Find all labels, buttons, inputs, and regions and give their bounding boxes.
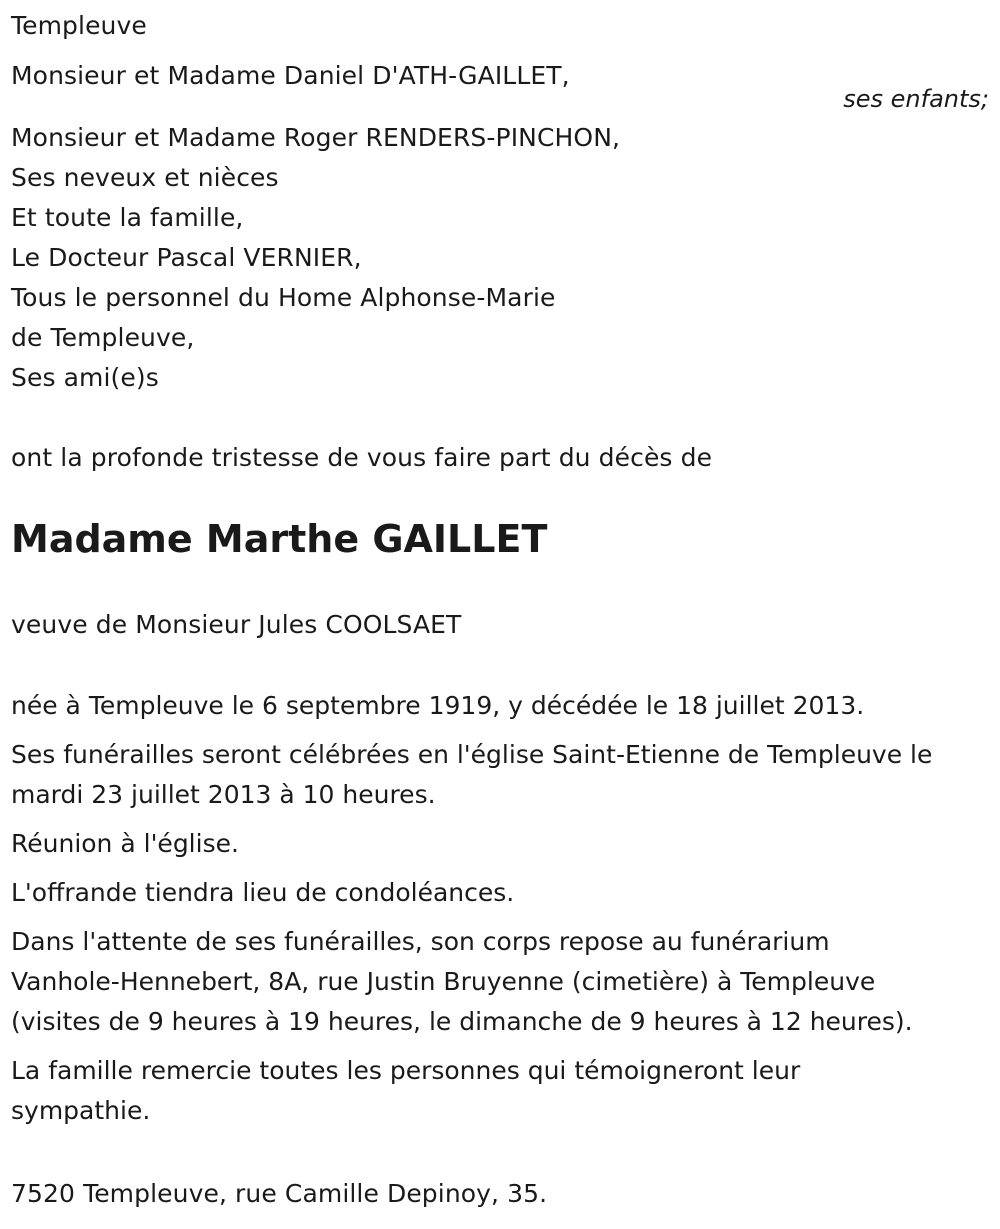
family-member-line: Ses ami(e)s — [11, 363, 159, 392]
address-line: 7520 Templeuve, rue Camille Depinoy, 35. — [11, 1179, 548, 1208]
family-member-line: Monsieur et Madame Daniel D'ATH-GAILLET, — [11, 61, 570, 90]
family-member-line: Monsieur et Madame Roger RENDERS-PINCHON, — [11, 123, 621, 152]
funerarium-paragraph: Dans l'attente de ses funérailles, son corps repose au funérarium Vanhole-Hennebert, 8A, rue Justin Bruyenne (cimetière) à Templeuve (visites de 9 heures à 19 heures, le dimanche de 9 heures à 12 heures). — [11, 927, 913, 1036]
thanks-paragraph: La famille remercie toutes les personnes qui témoigneront leur sympathie. — [11, 1056, 801, 1125]
offering-paragraph: L'offrande tiendra lieu de condoléances. — [11, 878, 515, 907]
family-list — [11, 118, 620, 398]
meeting-paragraph: Réunion à l'église. — [11, 829, 239, 858]
funeral-paragraph: Ses funérailles seront célébrées en l'église Saint-Etienne de Templeuve le mardi 23 juillet 2013 à 10 heures. — [11, 740, 933, 809]
family-member-line: Le Docteur Pascal VERNIER, — [11, 243, 362, 272]
birth-death-paragraph: née à Templeuve le 6 septembre 1919, y décédée le 18 juillet 2013. — [11, 691, 865, 720]
place-heading: Templeuve — [11, 11, 147, 40]
family-member-line: Ses neveux et nièces — [11, 163, 279, 192]
family-member-line: Et toute la famille, — [11, 203, 244, 232]
family-member-line: de Templeuve, — [11, 323, 195, 352]
widow-of-text: veuve de Monsieur Jules COOLSAET — [11, 610, 462, 639]
notice-body — [11, 686, 993, 1140]
announcement-text: ont la profonde tristesse de vous faire part du décès de — [11, 443, 713, 472]
family-member-line: Tous le personnel du Home Alphonse-Marie — [11, 283, 556, 312]
children-label: ses enfants; — [843, 85, 989, 113]
deceased-name: Madame Marthe GAILLET — [11, 517, 548, 561]
